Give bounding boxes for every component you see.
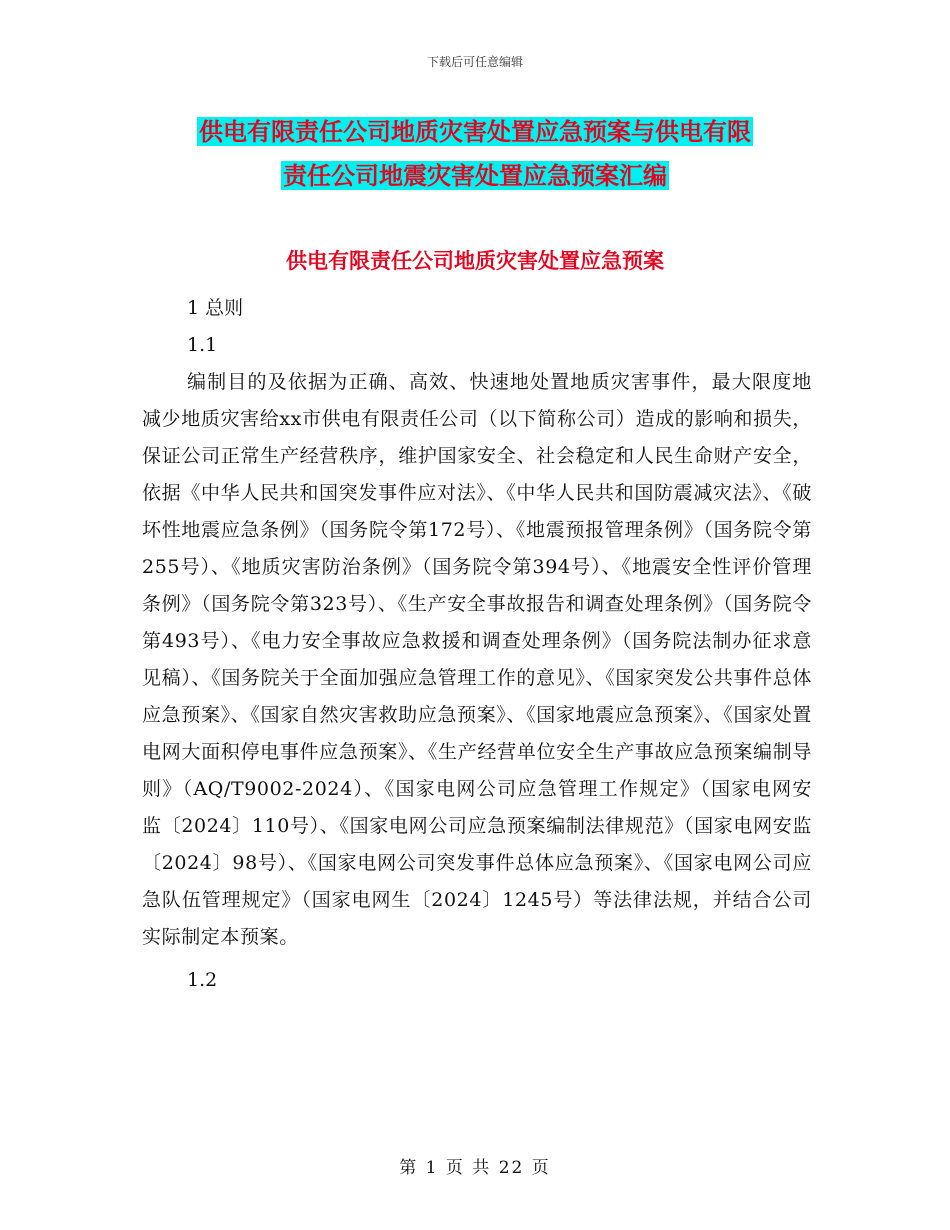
document-body	[142, 290, 812, 999]
document-title	[100, 110, 850, 198]
page-header-note: 下载后可任意编辑	[426, 55, 523, 69]
page-number-footer: 第 1 页 共 22 页	[399, 1158, 551, 1178]
document-title-line-2: 责任公司地震灾害处置应急预案汇编	[283, 161, 667, 190]
section-title: 供电有限责任公司地质灾害处置应急预案	[286, 248, 664, 273]
document-title-line-1: 供电有限责任公司地质灾害处置应急预案与供电有限	[199, 117, 751, 146]
heading-1-2: 1.2	[187, 969, 218, 991]
paragraph-purpose-basis: 编制目的及依据为正确、高效、快速地处置地质灾害事件，最大限度地减少地质灾害给xx市供电有限责任公司（以下简称公司）造成的影响和损失，保证公司正常生产经营秩序，维护国家安全、社会稳定和人民生命财产安全，依据《中华人民共和国突发事件应对法》、《中华人民共和国防震减灾法》、《破坏性地震应急条例》（国务院令第172号）、《地震预报管理条例》（国务院令第255号）、《地质灾害防治条例》（国务院令第394号）、《地震安全性评价管理条例》（国务院令第323号）、《生产安全事故报告和调查处理条例》（国务院令第493号）、《电力安全事故应急救援和调查处理条例》（国务院法制办征求意见稿）、《国务院关于全面加强应急管理工作的意见》、《国家突发公共事件总体应急预案》、《国家自然灾害救助应急预案》、《国家地震应急预案》、《国家处置电网大面积停电事件应急预案》、《生产经营单位安全生产事故应急预案编制导则》（AQ/T9002-2024）、《国家电网公司应急管理工作规定》（国家电网安监〔2024〕110号）、《国家电网公司应急预案编制法律规范》（国家电网安监〔2024〕98号）、《国家电网公司突发事件总体应急预案》、《国家电网公司应急队伍管理规定》（国家电网生〔2024〕1245号）等法律法规，并结合公司实际制定本预案。	[142, 371, 812, 948]
heading-general-provisions: 1 总则	[187, 297, 244, 319]
heading-1-1: 1.1	[187, 334, 218, 356]
